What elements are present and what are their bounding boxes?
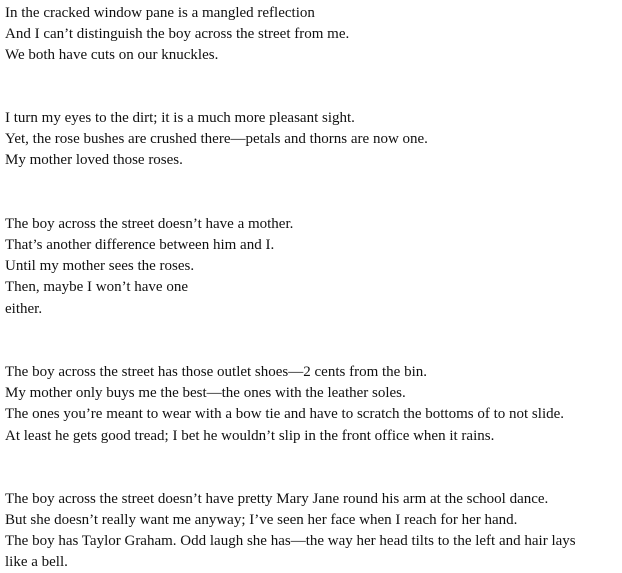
poem-line: But she doesn’t really want me anyway; I’ve seen her face when I reach for her hand. [5,512,518,528]
poem-line: The boy has Taylor Graham. Odd laugh she has—the way her head tilts to the left and hair lays [5,533,576,549]
poem-line: like a bell. [5,554,68,570]
poem-line: In the cracked window pane is a mangled reflection [5,5,315,21]
poem-line: The boy across the street doesn’t have pretty Mary Jane round his arm at the school dance. [5,491,549,507]
poem-line: I turn my eyes to the dirt; it is a much more pleasant sight. [5,110,355,126]
poem-line: Yet, the rose bushes are crushed there—petals and thorns are now one. [5,131,428,147]
poem-line: The boy across the street has those outlet shoes—2 cents from the bin. [5,364,427,380]
poem-line: My mother only buys me the best—the ones with the leather soles. [5,385,406,401]
poem-line: either. [5,301,43,317]
poem-line: At least he gets good tread; I bet he wouldn’t slip in the front office when it rains. [5,428,495,444]
poem-line: My mother loved those roses. [5,152,183,168]
poem-line: And I can’t distinguish the boy across the street from me. [5,26,350,42]
poem-line: Then, maybe I won’t have one [5,279,188,295]
poem-line: The ones you’re meant to wear with a bow tie and have to scratch the bottoms of to not slide. [5,406,565,422]
poem-line: That’s another difference between him and I. [5,237,275,253]
poem-line: We both have cuts on our knuckles. [5,47,219,63]
poem-line: Until my mother sees the roses. [5,258,195,274]
poem-line: The boy across the street doesn’t have a mother. [5,216,294,232]
